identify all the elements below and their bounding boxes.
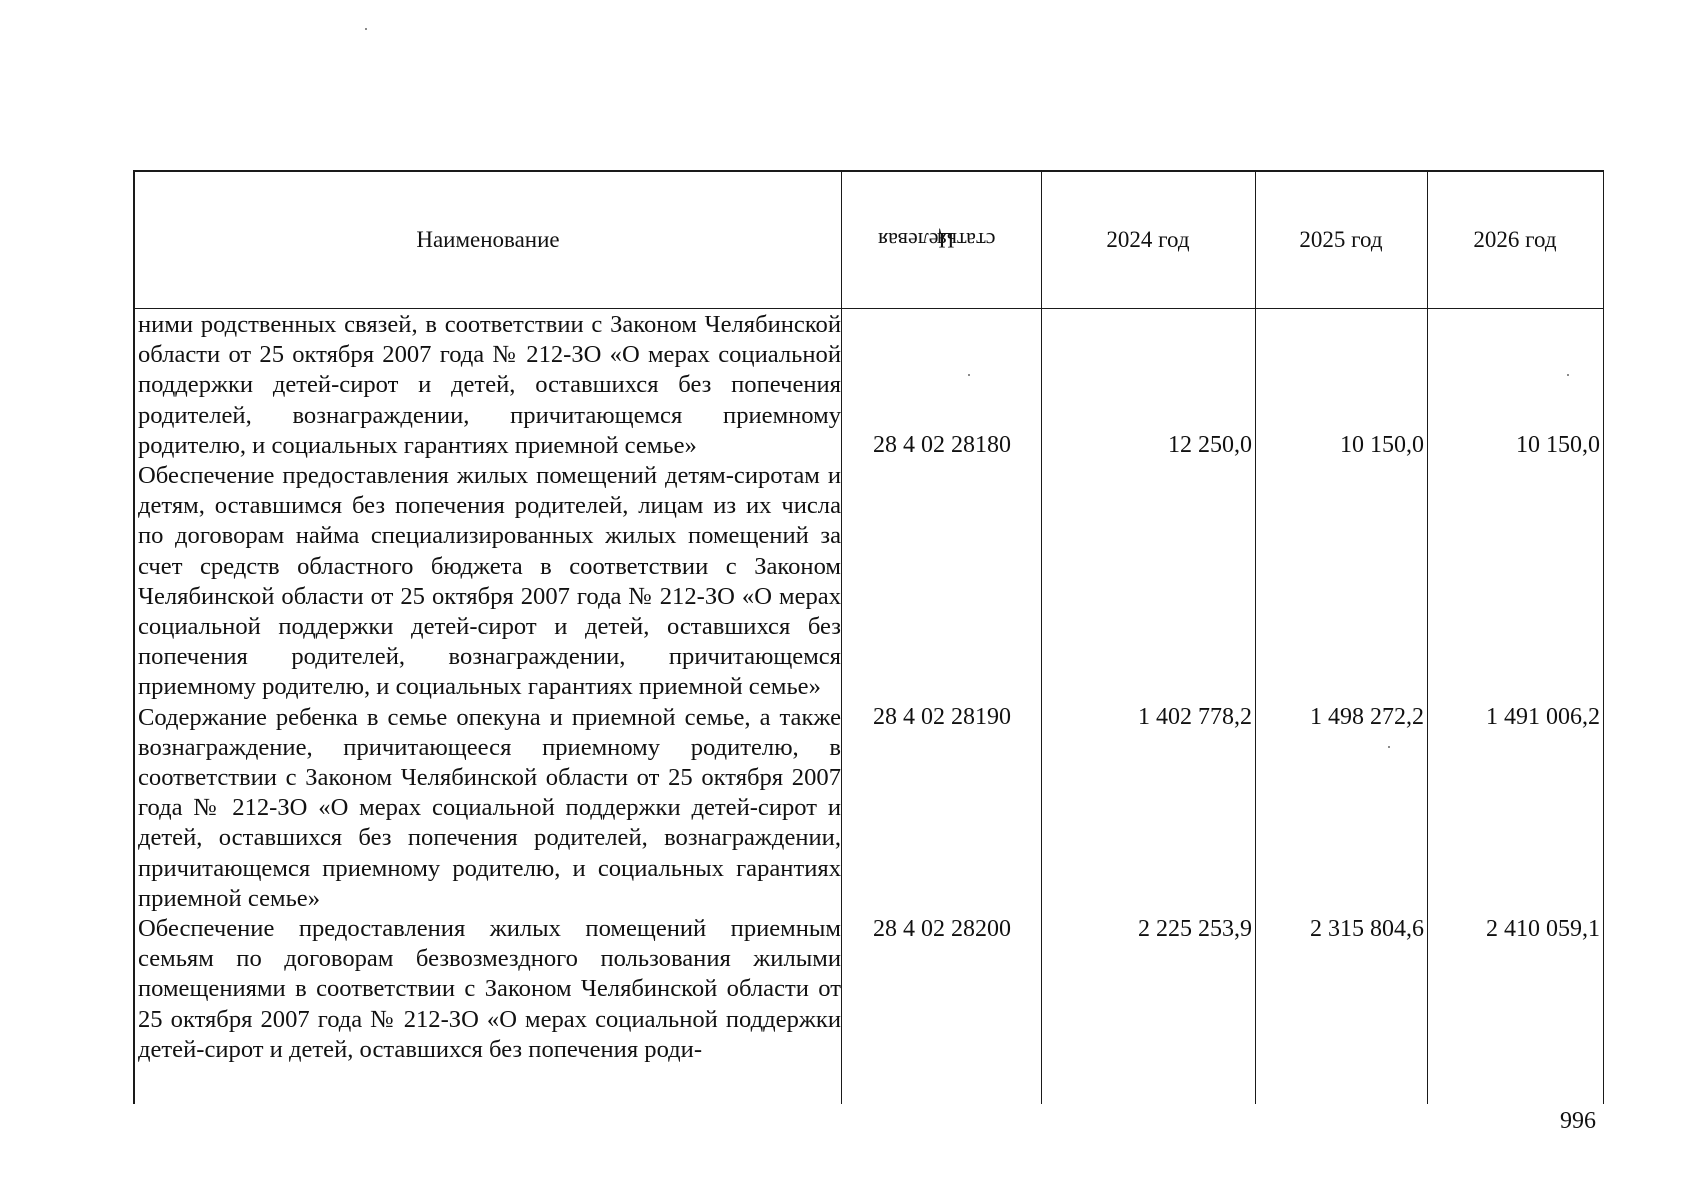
value-2025: 2 315 804,6 bbox=[1310, 916, 1424, 942]
value-2025: 10 150,0 bbox=[1340, 432, 1424, 458]
value-2025: 1 498 272,2 bbox=[1310, 704, 1424, 730]
header-target-article bbox=[841, 172, 1041, 308]
header-name: Наименование bbox=[416, 227, 560, 252]
name-column bbox=[138, 310, 841, 1065]
row-name: ними родственных связей, в соответствии с Законом Челябинской области от 25 октября 2007 года № 212-ЗО «О мерах социальной поддержки детей-сирот и детей, оставшихся без попечения родителей, вознаграждении, причитающемся приемному родителю, и социальных гарантиях приемной семье» bbox=[138, 311, 841, 459]
column-divider bbox=[841, 172, 842, 1104]
scan-speck bbox=[1567, 374, 1569, 376]
page-number: 996 bbox=[1560, 1108, 1596, 1134]
row-name: Обеспечение предоставления жилых помещений приемным семьям по договорам безвозмездного пользования жилыми помещениями в соответствии с Законом Челябинской области от 25 октября 2007 года № 212-ЗО «О мерах социальной поддержки детей-сирот и детей, оставшихся без попечения роди- bbox=[138, 915, 841, 1063]
header-year-2025: 2025 год bbox=[1299, 227, 1383, 252]
target-article-code: 28 4 02 28200 bbox=[873, 916, 1011, 942]
header-year-2024: 2024 год bbox=[1106, 227, 1190, 252]
scan-speck bbox=[1388, 746, 1390, 748]
value-2024: 12 250,0 bbox=[1168, 432, 1252, 458]
budget-table bbox=[133, 170, 1604, 1104]
value-2024: 1 402 778,2 bbox=[1138, 704, 1252, 730]
column-divider bbox=[1255, 172, 1256, 1104]
row-name: Содержание ребенка в семье опекуна и приемной семье, а также вознаграждение, причитающееся приемному родителю, в соответствии с Законом Челябинской области от 25 октября 2007 года № 212-ЗО «О мерах социальной поддержки детей-сирот и детей, оставшихся без попечения родителей, вознаграждении, причитающемся приемному родителю, и социальных гарантиях приемной семье» bbox=[138, 703, 841, 912]
value-2026: 1 491 006,2 bbox=[1486, 704, 1600, 730]
column-divider bbox=[1427, 172, 1428, 1104]
value-2024: 2 225 253,9 bbox=[1138, 916, 1252, 942]
scan-speck bbox=[968, 374, 970, 376]
header-year-2026: 2026 год bbox=[1473, 227, 1557, 252]
target-article-code: 28 4 02 28190 bbox=[873, 704, 1011, 730]
target-article-code: 28 4 02 28180 bbox=[873, 432, 1011, 458]
value-2026: 2 410 059,1 bbox=[1486, 916, 1600, 942]
value-2026: 10 150,0 bbox=[1516, 432, 1600, 458]
scan-speck bbox=[365, 28, 367, 30]
header-divider bbox=[135, 308, 1603, 309]
header-target-line1: Целевая bbox=[877, 227, 955, 253]
row-name: Обеспечение предоставления жилых помещений детям-сиротам и детям, оставшимся без попечения родителей, лицам из их числа по договорам найма специализированных жилых помещений за счет средств областного бюджета в соответствии с Законом Челябинской области от 25 октября 2007 года № 212-ЗО «О мерах социальной поддержки детей-сирот и детей, оставшихся без попечения родителей, вознаграждении, причитающемся приемному родителю, и социальных гарантиях приемной семье» bbox=[138, 462, 841, 701]
column-divider bbox=[1041, 172, 1042, 1104]
header-target-line2: статья bbox=[936, 227, 996, 253]
